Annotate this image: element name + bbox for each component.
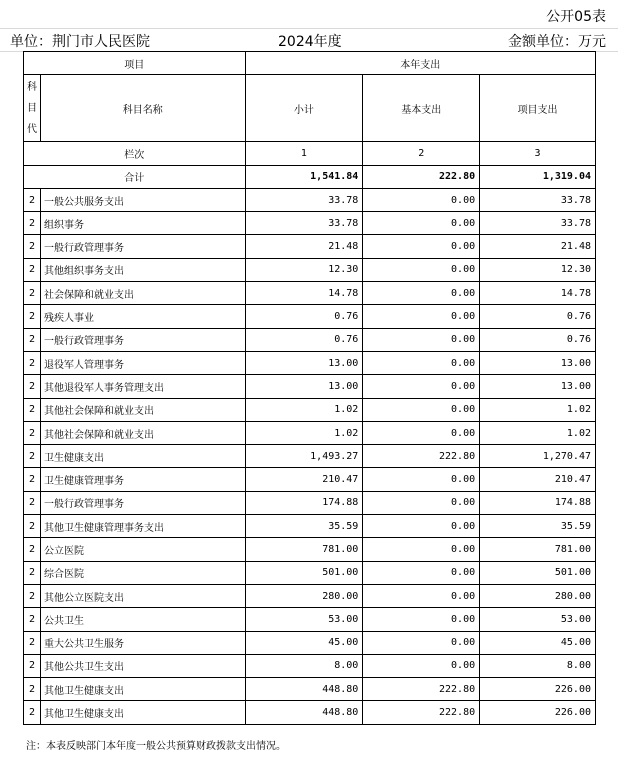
row-code: 2 bbox=[24, 282, 41, 305]
row-basic: 0.00 bbox=[363, 282, 480, 305]
row-subtotal: 448.80 bbox=[245, 701, 363, 724]
row-subtotal: 33.78 bbox=[245, 212, 363, 235]
column-number: 3 bbox=[480, 142, 596, 165]
row-project: 33.78 bbox=[480, 212, 596, 235]
table-row bbox=[24, 188, 596, 211]
item-header: 项目 bbox=[24, 52, 246, 75]
table-row bbox=[24, 258, 596, 281]
row-project: 14.78 bbox=[480, 282, 596, 305]
row-subtotal: 174.88 bbox=[245, 491, 363, 514]
basic-header: 基本支出 bbox=[363, 75, 480, 142]
row-code: 2 bbox=[24, 468, 41, 491]
row-basic: 0.00 bbox=[363, 305, 480, 328]
expense-table bbox=[23, 51, 596, 725]
row-project: 0.76 bbox=[480, 328, 596, 351]
total-label: 合计 bbox=[24, 165, 246, 188]
table-row bbox=[24, 305, 596, 328]
row-name: 其他公立医院支出 bbox=[40, 584, 245, 607]
row-basic: 0.00 bbox=[363, 188, 480, 211]
column-number-label: 栏次 bbox=[24, 142, 246, 165]
row-basic: 0.00 bbox=[363, 398, 480, 421]
row-subtotal: 53.00 bbox=[245, 608, 363, 631]
row-basic: 0.00 bbox=[363, 212, 480, 235]
row-basic: 0.00 bbox=[363, 584, 480, 607]
column-number-row bbox=[24, 142, 596, 165]
row-subtotal: 13.00 bbox=[245, 375, 363, 398]
row-subtotal: 35.59 bbox=[245, 515, 363, 538]
row-name: 其他卫生健康管理事务支出 bbox=[40, 515, 245, 538]
row-code: 2 bbox=[24, 561, 41, 584]
row-name: 卫生健康管理事务 bbox=[40, 468, 245, 491]
row-basic: 0.00 bbox=[363, 468, 480, 491]
row-name: 一般行政管理事务 bbox=[40, 235, 245, 258]
row-project: 501.00 bbox=[480, 561, 596, 584]
row-subtotal: 45.00 bbox=[245, 631, 363, 654]
row-name: 社会保障和就业支出 bbox=[40, 282, 245, 305]
row-basic: 0.00 bbox=[363, 258, 480, 281]
row-basic: 0.00 bbox=[363, 421, 480, 444]
row-code: 2 bbox=[24, 212, 41, 235]
table-row bbox=[24, 328, 596, 351]
info-line bbox=[0, 28, 618, 52]
row-basic: 0.00 bbox=[363, 561, 480, 584]
table-row bbox=[24, 282, 596, 305]
row-subtotal: 501.00 bbox=[245, 561, 363, 584]
row-name: 残疾人事业 bbox=[40, 305, 245, 328]
row-project: 12.30 bbox=[480, 258, 596, 281]
row-subtotal: 12.30 bbox=[245, 258, 363, 281]
report-header bbox=[0, 0, 618, 50]
unit-label: 单位：荆门市人民医院 bbox=[10, 34, 150, 50]
row-project: 13.00 bbox=[480, 351, 596, 374]
row-name: 其他公共卫生支出 bbox=[40, 654, 245, 677]
table-row bbox=[24, 538, 596, 561]
row-name: 其他组织事务支出 bbox=[40, 258, 245, 281]
row-code: 2 bbox=[24, 305, 41, 328]
row-subtotal: 1.02 bbox=[245, 421, 363, 444]
table-row bbox=[24, 351, 596, 374]
header-row-1 bbox=[24, 52, 596, 75]
row-project: 1.02 bbox=[480, 398, 596, 421]
row-code: 2 bbox=[24, 491, 41, 514]
row-subtotal: 448.80 bbox=[245, 678, 363, 701]
row-subtotal: 13.00 bbox=[245, 351, 363, 374]
table-row bbox=[24, 468, 596, 491]
total-subtotal: 1,541.84 bbox=[245, 165, 363, 188]
row-subtotal: 0.76 bbox=[245, 305, 363, 328]
table-row bbox=[24, 608, 596, 631]
footnote: 注：本表反映部门本年度一般公共预算财政拨款支出情况。 bbox=[26, 741, 286, 752]
row-name: 退役军人管理事务 bbox=[40, 351, 245, 374]
row-name: 其他社会保障和就业支出 bbox=[40, 421, 245, 444]
row-code: 2 bbox=[24, 421, 41, 444]
row-basic: 0.00 bbox=[363, 654, 480, 677]
row-code: 2 bbox=[24, 631, 41, 654]
row-code: 2 bbox=[24, 678, 41, 701]
row-project: 21.48 bbox=[480, 235, 596, 258]
name-header: 科目名称 bbox=[40, 75, 245, 142]
row-code: 2 bbox=[24, 515, 41, 538]
row-basic: 0.00 bbox=[363, 351, 480, 374]
table-row bbox=[24, 235, 596, 258]
row-subtotal: 0.76 bbox=[245, 328, 363, 351]
row-project: 1.02 bbox=[480, 421, 596, 444]
table-row bbox=[24, 654, 596, 677]
row-code: 2 bbox=[24, 584, 41, 607]
row-name: 其他退役军人事务管理支出 bbox=[40, 375, 245, 398]
row-project: 45.00 bbox=[480, 631, 596, 654]
row-subtotal: 21.48 bbox=[245, 235, 363, 258]
row-name: 综合医院 bbox=[40, 561, 245, 584]
row-name: 卫生健康支出 bbox=[40, 445, 245, 468]
row-name: 其他社会保障和就业支出 bbox=[40, 398, 245, 421]
table-row bbox=[24, 375, 596, 398]
row-project: 35.59 bbox=[480, 515, 596, 538]
row-code: 2 bbox=[24, 375, 41, 398]
table-row bbox=[24, 561, 596, 584]
row-project: 226.00 bbox=[480, 678, 596, 701]
row-basic: 0.00 bbox=[363, 515, 480, 538]
row-subtotal: 210.47 bbox=[245, 468, 363, 491]
table-row bbox=[24, 398, 596, 421]
row-subtotal: 280.00 bbox=[245, 584, 363, 607]
row-subtotal: 1,493.27 bbox=[245, 445, 363, 468]
year-label: 2024年度 bbox=[278, 34, 342, 50]
subtotal-header: 小计 bbox=[245, 75, 363, 142]
row-basic: 0.00 bbox=[363, 235, 480, 258]
total-basic: 222.80 bbox=[363, 165, 480, 188]
row-project: 781.00 bbox=[480, 538, 596, 561]
expense-header: 本年支出 bbox=[245, 52, 596, 75]
row-subtotal: 781.00 bbox=[245, 538, 363, 561]
row-project: 8.00 bbox=[480, 654, 596, 677]
column-number: 2 bbox=[363, 142, 480, 165]
money-unit-label: 金额单位：万元 bbox=[508, 34, 606, 50]
row-name: 重大公共卫生服务 bbox=[40, 631, 245, 654]
project-header: 项目支出 bbox=[480, 75, 596, 142]
table-row bbox=[24, 631, 596, 654]
row-basic: 0.00 bbox=[363, 375, 480, 398]
row-code: 2 bbox=[24, 398, 41, 421]
row-code: 2 bbox=[24, 445, 41, 468]
row-project: 53.00 bbox=[480, 608, 596, 631]
row-project: 226.00 bbox=[480, 701, 596, 724]
row-subtotal: 33.78 bbox=[245, 188, 363, 211]
row-project: 1,270.47 bbox=[480, 445, 596, 468]
code-header: 科目代 bbox=[24, 75, 41, 142]
row-code: 2 bbox=[24, 351, 41, 374]
row-code: 2 bbox=[24, 188, 41, 211]
report-tag: 公开05表 bbox=[546, 9, 606, 25]
table-row bbox=[24, 701, 596, 724]
row-code: 2 bbox=[24, 258, 41, 281]
row-name: 一般公共服务支出 bbox=[40, 188, 245, 211]
column-number: 1 bbox=[245, 142, 363, 165]
row-code: 2 bbox=[24, 701, 41, 724]
row-name: 一般行政管理事务 bbox=[40, 491, 245, 514]
row-basic: 0.00 bbox=[363, 631, 480, 654]
table-row bbox=[24, 678, 596, 701]
table-row bbox=[24, 445, 596, 468]
row-name: 公立医院 bbox=[40, 538, 245, 561]
table-row bbox=[24, 491, 596, 514]
row-project: 210.47 bbox=[480, 468, 596, 491]
total-row bbox=[24, 165, 596, 188]
row-code: 2 bbox=[24, 654, 41, 677]
row-basic: 222.80 bbox=[363, 701, 480, 724]
row-basic: 222.80 bbox=[363, 445, 480, 468]
row-project: 33.78 bbox=[480, 188, 596, 211]
row-name: 公共卫生 bbox=[40, 608, 245, 631]
row-name: 其他卫生健康支出 bbox=[40, 701, 245, 724]
row-subtotal: 14.78 bbox=[245, 282, 363, 305]
row-project: 0.76 bbox=[480, 305, 596, 328]
row-subtotal: 1.02 bbox=[245, 398, 363, 421]
row-code: 2 bbox=[24, 235, 41, 258]
row-basic: 0.00 bbox=[363, 328, 480, 351]
row-basic: 0.00 bbox=[363, 608, 480, 631]
row-subtotal: 8.00 bbox=[245, 654, 363, 677]
total-project: 1,319.04 bbox=[480, 165, 596, 188]
row-name: 其他卫生健康支出 bbox=[40, 678, 245, 701]
row-code: 2 bbox=[24, 538, 41, 561]
header-row-2 bbox=[24, 75, 596, 142]
table-row bbox=[24, 212, 596, 235]
row-name: 组织事务 bbox=[40, 212, 245, 235]
table-row bbox=[24, 421, 596, 444]
row-name: 一般行政管理事务 bbox=[40, 328, 245, 351]
row-basic: 0.00 bbox=[363, 491, 480, 514]
table-row bbox=[24, 515, 596, 538]
row-basic: 0.00 bbox=[363, 538, 480, 561]
row-basic: 222.80 bbox=[363, 678, 480, 701]
row-code: 2 bbox=[24, 328, 41, 351]
table-row bbox=[24, 584, 596, 607]
row-project: 280.00 bbox=[480, 584, 596, 607]
row-project: 13.00 bbox=[480, 375, 596, 398]
row-project: 174.88 bbox=[480, 491, 596, 514]
row-code: 2 bbox=[24, 608, 41, 631]
